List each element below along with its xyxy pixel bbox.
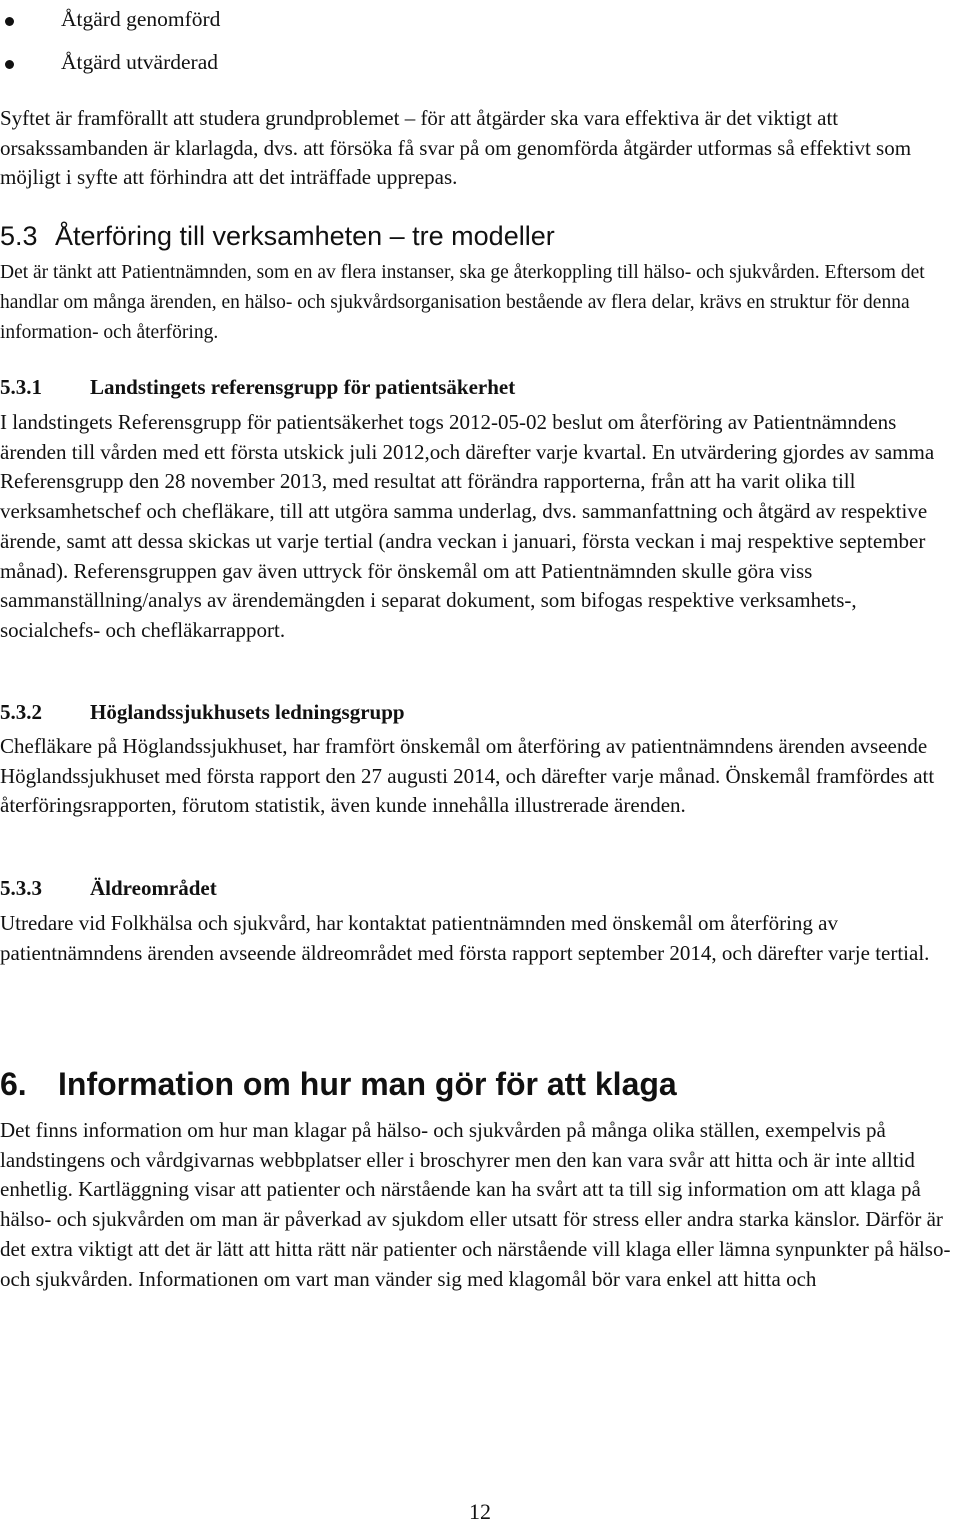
section-number: 5.3.2 xyxy=(0,700,42,724)
section-title: Återföring till verksamheten – tre modeller xyxy=(55,221,555,251)
section-title: Äldreområdet xyxy=(90,876,217,900)
section-number: 5.3.1 xyxy=(0,375,42,399)
section-number: 5.3.3 xyxy=(0,876,42,900)
bullet-dot-icon xyxy=(5,17,14,26)
section-heading-5-3-3 xyxy=(0,873,217,903)
bullet-dot-icon xyxy=(5,60,14,69)
section-title: Höglandssjukhusets ledningsgrupp xyxy=(90,700,405,724)
section-5-3-1-body: I landstingets Referensgrupp för patientsäkerhet togs 2012-05-02 beslut om återföring av Patientnämndens ärenden till vården med ett första utskick juli 2012,och därefter varje kvartal. En utvärdering gjordes av samma Referensgrupp den 28 november 2013, med resultat att förändra rapporterna, från att ha varit olika till verksamhetschef och chefläkare, till att utgöra samma underlag, dvs. sammanfattning och åtgärd av respektive ärende, samt att dessa skickas ut varje tertial (andra veckan i januari, första veckan i maj respektive september månad). Referensgruppen gav även uttryck för önskemål om att Patientnämnden skulle göra viss sammanställning/analys av ärendemängden i separat dokument, som bifogas respektive verksamhets-, socialchefs- och chefläkarrapport. xyxy=(0,410,935,642)
bullet-text: Åtgärd utvärderad xyxy=(61,50,218,74)
section-5-3-2-body: Chefläkare på Höglandssjukhuset, har framfört önskemål om återföring av patientnämndens ärenden avseende Höglandssjukhuset med första rapport den 27 augusti 2014, och därefter varje månad. Önskemål framfördes att återföringsrapporten, förutom statistik, även kunde innehålla illustrerade ärenden. xyxy=(0,734,935,818)
intro-paragraph: Syftet är framförallt att studera grundproblemet – för att åtgärder ska vara effektiva är det viktigt att orsakssambanden är klarlagda, dvs. att försöka få svar på om genomförda åtgärder utformas så effektivt som möjligt i syfte att förhindra att det inträffade upprepas. xyxy=(0,106,912,190)
section-number: 6. xyxy=(0,1066,27,1102)
section-heading-5-3-1 xyxy=(0,372,515,402)
bullet-item xyxy=(0,4,900,34)
page-number: 12 xyxy=(469,1499,491,1524)
section-6-body: Det finns information om hur man klagar på hälso- och sjukvården på många olika ställen, exempelvis på landstingens och vårdgivarnas webbplatser eller i broschyrer men den kan vara svår att hitta och är inte alltid enhetlig. Kartläggning visar att patienter och närstående kan ha svårt att ta till sig information om att klaga på hälso- och sjukvården om man är påverkad av sjukdom eller utsatt för stress eller andra starka känslor. Därför är det extra viktigt att det är lätt att hitta rätt när patienter och närstående vill klaga eller lämna synpunkter på hälso- och sjukvården. Informationen om vart man vänder sig med klagomål bör vara enkel att hitta och xyxy=(0,1118,951,1291)
bullet-text: Åtgärd genomförd xyxy=(61,7,221,31)
section-title: Information om hur man gör för att klaga xyxy=(58,1066,677,1102)
section-5-3-body: Det är tänkt att Patientnämnden, som en av flera instanser, ska ge återkoppling till hälso- och sjukvården. Eftersom det handlar om många ärenden, en hälso- och sjukvårdsorganisation bestående av flera delar, krävs en struktur för denna information- och återföring. xyxy=(0,262,925,343)
section-5-3-3-body: Utredare vid Folkhälsa och sjukvård, har kontaktat patientnämnden med önskemål om återföring av patientnämndens ärenden avseende äldreområdet med första rapport september 2014, och därefter varje tertial. xyxy=(0,911,930,965)
section-heading-6 xyxy=(0,1064,677,1104)
bullet-item xyxy=(0,47,900,77)
section-heading-5-3-2 xyxy=(0,697,405,727)
section-title: Landstingets referensgrupp för patientsäkerhet xyxy=(90,375,516,399)
section-heading-5-3 xyxy=(0,219,555,253)
section-number: 5.3 xyxy=(0,221,38,251)
